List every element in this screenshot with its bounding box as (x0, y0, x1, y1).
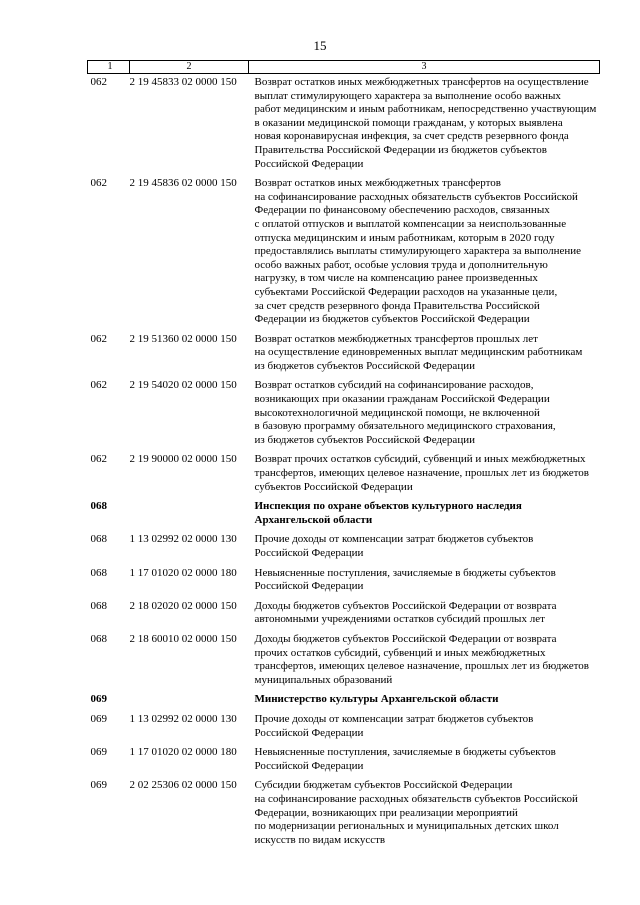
column-header-3: 3 (249, 61, 600, 74)
description-line: муниципальных образований (254, 673, 393, 686)
description-line: Невыясненные поступления, зачисляемые в бюджеты субъектов (254, 566, 556, 579)
budget-classification-code: 1 17 01020 02 0000 180 (129, 566, 237, 579)
budget-classification-code (130, 496, 249, 529)
description-line: Возврат остатков субсидий на софинансирование расходов, (254, 379, 534, 392)
revenue-description (249, 173, 600, 329)
description-line: Доходы бюджетов субъектов Российской Федерации от возврата (254, 599, 557, 612)
admin-code: 068 (90, 632, 107, 645)
description-line: прочих остатков субсидий, субвенций и иных межбюджетных (254, 646, 546, 659)
admin-code: 062 (90, 76, 107, 88)
table-body (88, 74, 600, 850)
column-header-2: 2 (130, 61, 249, 74)
description-line: субъектами Российской Федерации расходов на указанные цели, (254, 285, 558, 298)
description-line: из бюджетов субъектов Российской Федерации (254, 359, 475, 372)
section-heading-row (88, 689, 600, 709)
budget-classification-code: 2 18 60010 02 0000 150 (129, 632, 237, 645)
description-line: высокотехнологичной медицинской помощи, не включенной (254, 406, 540, 419)
description-line: Субсидии бюджетам субъектов Российской Федерации (254, 779, 513, 792)
budget-classification-code: 1 17 01020 02 0000 180 (129, 746, 237, 759)
description-line: нагрузку, в том числе на компенсацию ранее произведенных (254, 272, 538, 285)
description-line: работ медицинским и иным работникам, непосредственно участвующим (254, 103, 597, 116)
revenue-description (249, 596, 600, 629)
budget-classification-code: 2 19 51360 02 0000 150 (129, 332, 237, 345)
description-line: Невыясненные поступления, зачисляемые в бюджеты субъектов (254, 746, 556, 759)
table-row (88, 529, 600, 562)
description-line: новая коронавирусная инфекция, за счет средств резервного фонда (254, 130, 569, 143)
description-line: трансфертов, имеющих целевое назначение, прошлых лет из бюджетов (254, 660, 589, 673)
table-row (88, 742, 600, 775)
description-line: Возврат остатков иных межбюджетных трансфертов на осуществление (254, 76, 589, 88)
description-line: за счет средств резервного фонда Правительства Российской (254, 299, 540, 312)
revenue-description (249, 449, 600, 496)
table-row (88, 563, 600, 596)
description-line: особо важных работ, особые условия труда и дополнительную (254, 258, 548, 271)
admin-code: 069 (90, 693, 107, 706)
description-line: Доходы бюджетов субъектов Российской Федерации от возврата (254, 632, 557, 645)
budget-classification-code: 2 19 45836 02 0000 150 (129, 177, 237, 190)
table-row (88, 74, 600, 174)
description-line: из бюджетов субъектов Российской Федерации (254, 433, 475, 446)
budget-classification-code: 1 13 02992 02 0000 130 (129, 533, 237, 546)
table-row (88, 709, 600, 742)
description-line: на софинансирование расходных обязательств субъектов Российской (254, 190, 578, 203)
revenue-description (249, 709, 600, 742)
description-line: отпуска медицинским и иным работникам, которым в 2020 году (254, 231, 555, 244)
budget-classification-code: 1 13 02992 02 0000 130 (129, 712, 237, 725)
description-line: Федерации по финансовому обеспечению расходов, связанных (254, 204, 550, 217)
description-line: Правительства Российской Федерации из бюджетов субъектов (254, 143, 547, 156)
description-line: Российской Федерации (254, 726, 364, 739)
description-line: Российской Федерации (254, 580, 364, 593)
description-line: Возврат остатков иных межбюджетных трансфертов (254, 177, 501, 190)
revenue-description (249, 629, 600, 689)
budget-classification-code: 2 02 25306 02 0000 150 (129, 779, 237, 792)
revenue-description (249, 775, 600, 849)
table-row (88, 173, 600, 329)
table-row (88, 596, 600, 629)
description-line: в оказании медицинской помощи гражданам, у которых выявлена (254, 116, 563, 129)
revenue-description (249, 563, 600, 596)
table-row (88, 449, 600, 496)
admin-code: 062 (90, 177, 107, 190)
table-row (88, 329, 600, 376)
description-line: Российской Федерации (254, 759, 364, 772)
admin-code: 062 (90, 379, 107, 392)
description-line: на софинансирование расходных обязательств субъектов Российской (254, 792, 578, 805)
revenue-description (249, 496, 600, 529)
table-row (88, 775, 600, 849)
admin-code: 068 (90, 533, 107, 546)
budget-classification-code: 2 19 45833 02 0000 150 (129, 76, 237, 88)
description-line: трансфертов, имеющих целевое назначение, прошлых лет из бюджетов (254, 467, 589, 480)
budget-classification-code: 2 18 02020 02 0000 150 (129, 599, 237, 612)
description-line: Инспекция по охране объектов культурного наследия (254, 500, 522, 513)
page-number: 15 (313, 38, 327, 53)
admin-code: 062 (90, 332, 107, 345)
description-line: Российской Федерации (254, 157, 364, 170)
description-line: Прочие доходы от компенсации затрат бюджетов субъектов (254, 533, 534, 546)
description-line: автономными учреждениями остатков субсидий прошлых лет (254, 613, 545, 626)
admin-code: 069 (90, 779, 107, 792)
revenue-description (249, 74, 600, 174)
admin-code: 069 (90, 712, 107, 725)
table-row (88, 375, 600, 449)
section-heading-row (88, 496, 600, 529)
description-line: по модернизации региональных и муниципальных детских школ (254, 820, 559, 833)
description-line: Федерации из бюджетов субъектов Российской Федерации (254, 313, 530, 326)
revenue-description (249, 329, 600, 376)
description-line: Министерство культуры Архангельской области (254, 693, 499, 706)
description-line: Федерации, возникающих при реализации мероприятий (254, 806, 518, 819)
table-header-row (88, 61, 600, 74)
description-line: Архангельской области (254, 513, 373, 526)
budget-classification-code (130, 689, 249, 709)
description-line: возникающих при оказании гражданам Российской Федерации (254, 393, 550, 406)
column-header-1: 1 (88, 61, 130, 74)
admin-code: 062 (90, 453, 107, 466)
description-line: выплат стимулирующего характера за выполнение особо важных (254, 89, 561, 102)
admin-code: 068 (90, 500, 107, 513)
description-line: в базовую программу обязательного медицинского страхования, (254, 420, 556, 433)
description-line: предоставлялись выплаты стимулирующего характера за выполнение (254, 245, 582, 258)
budget-classification-code: 2 19 90000 02 0000 150 (129, 453, 237, 466)
description-line: Российской Федерации (254, 547, 364, 559)
revenue-description (249, 742, 600, 775)
admin-code: 068 (90, 599, 107, 612)
revenue-description (249, 375, 600, 449)
budget-classification-code: 2 19 54020 02 0000 150 (129, 379, 237, 392)
description-line: Возврат прочих остатков субсидий, субвенций и иных межбюджетных (254, 453, 586, 466)
admin-code: 068 (90, 566, 107, 579)
table-row (88, 629, 600, 689)
description-line: Прочие доходы от компенсации затрат бюджетов субъектов (254, 712, 534, 725)
description-line: с оплатой отпусков и выплатой компенсации за неиспользованные (254, 217, 567, 230)
description-line: Возврат остатков межбюджетных трансфертов прошлых лет (254, 332, 538, 345)
description-line: на осуществление единовременных выплат медицинским работникам (254, 346, 583, 359)
description-line: искусств по видам искусств (254, 833, 386, 846)
revenue-codes-table (87, 60, 600, 849)
revenue-description (249, 689, 600, 709)
description-line: субъектов Российской Федерации (254, 480, 413, 493)
admin-code: 069 (90, 746, 107, 759)
revenue-description (249, 529, 600, 562)
